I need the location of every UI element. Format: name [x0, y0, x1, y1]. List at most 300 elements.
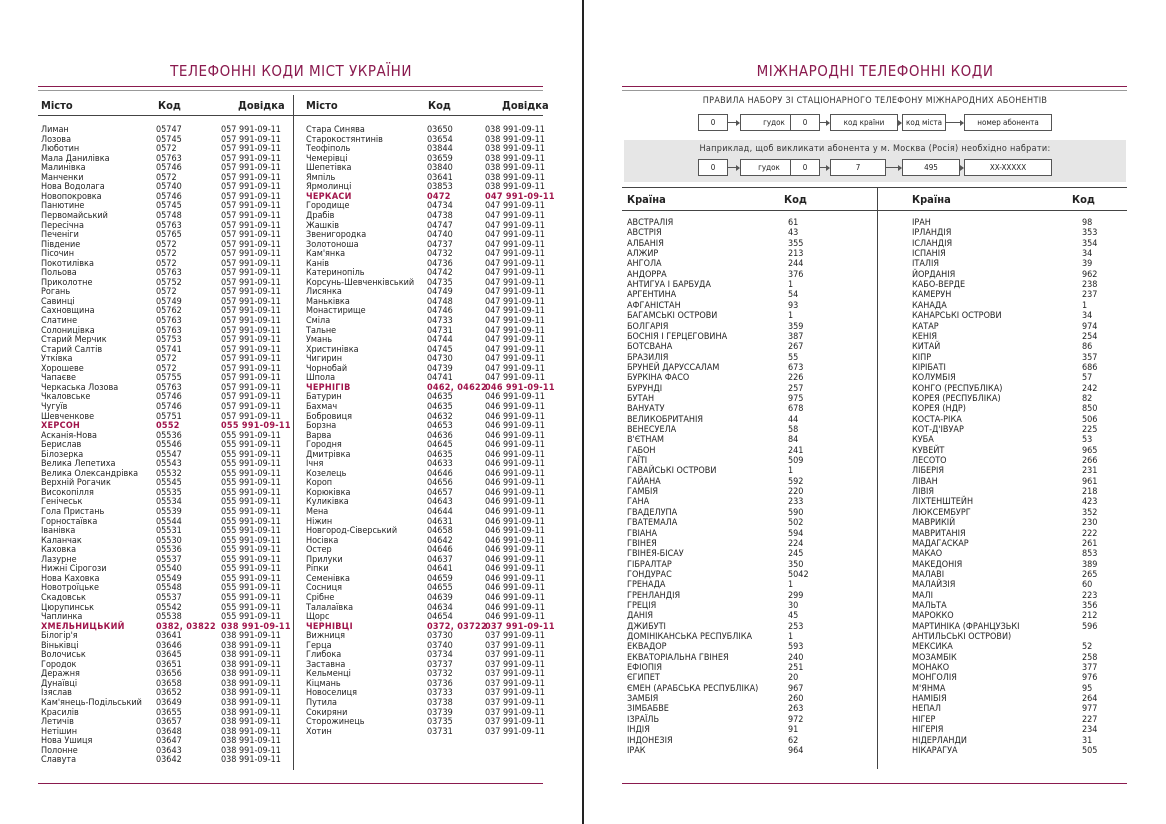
- country-name: НАМІБІЯ: [912, 694, 947, 705]
- dial-step-box: 0: [698, 114, 728, 131]
- country-code: 57: [1082, 373, 1093, 384]
- country-name: ІРЛАНДІЯ: [912, 228, 952, 239]
- city-info: 055 991-09-11: [221, 430, 281, 441]
- city-info: 046 991-09-11: [485, 392, 545, 403]
- country-name: БАГАМСЬКІ ОСТРОВИ: [627, 311, 718, 322]
- country-code: 39: [1082, 259, 1093, 270]
- city-name: Носівка: [306, 535, 339, 546]
- country-code: 686: [1082, 362, 1098, 373]
- city-info: 047 991-09-11: [485, 363, 545, 374]
- city-info: 038 991-09-11: [221, 669, 281, 680]
- country-name: В'ЄТНАМ: [627, 435, 664, 446]
- city-code: 04642: [427, 535, 453, 546]
- city-name: Білогір'я: [41, 631, 78, 642]
- city-code: 05530: [156, 535, 182, 546]
- city-info: 055 991-09-11: [221, 497, 281, 508]
- city-code: 0572: [156, 258, 177, 269]
- city-name: Драбів: [306, 210, 335, 221]
- city-name: Славута: [41, 755, 77, 766]
- country-name: ЄГИПЕТ: [627, 673, 660, 684]
- country-code: 965: [1082, 445, 1098, 456]
- country-code: 220: [788, 487, 804, 498]
- country-code: 967: [788, 683, 804, 694]
- country-name: МАЛАВІ: [912, 569, 945, 580]
- city-code: 04739: [427, 363, 453, 374]
- city-name: Куликівка: [306, 497, 349, 508]
- city-code: 05763: [156, 316, 182, 326]
- title-rule-right: [622, 86, 1127, 87]
- city-name: Шпола: [306, 373, 336, 384]
- country-code: 227: [1082, 714, 1098, 725]
- city-code: 04736: [427, 258, 453, 269]
- city-info: 046 991-09-11: [485, 526, 545, 537]
- city-name: Шепетівка: [306, 163, 352, 174]
- city-info: 037 991-09-11: [485, 621, 555, 632]
- city-info: 046 991-09-11: [485, 459, 545, 470]
- dial-step-box: 7: [830, 159, 886, 176]
- country-name: БУРКІНА ФАСО: [627, 373, 690, 384]
- country-name: ГАВАЙСЬКІ ОСТРОВИ: [627, 466, 717, 477]
- country-name: АЛЖИР: [627, 249, 659, 260]
- city-code: 03840: [427, 163, 453, 174]
- city-info: 047 991-09-11: [485, 335, 545, 346]
- city-info: 038 991-09-11: [485, 182, 545, 193]
- city-name: Борзна: [306, 421, 337, 432]
- country-code: 60: [1082, 580, 1093, 591]
- header-country-code: Код: [784, 193, 807, 206]
- dial-step-box: номер абонента: [964, 114, 1052, 131]
- city-code: 05531: [156, 526, 182, 537]
- country-code: 241: [788, 445, 804, 456]
- country-code: 1: [788, 280, 794, 291]
- city-code: 05548: [156, 583, 182, 594]
- city-info: 038 991-09-11: [485, 134, 545, 145]
- city-code: 03643: [156, 745, 182, 756]
- city-name: Варва: [306, 430, 332, 441]
- city-info: 038 991-09-11: [221, 707, 281, 718]
- city-name: Ніжин: [306, 516, 333, 527]
- country-code: 62: [788, 735, 799, 746]
- city-code: 03651: [156, 659, 182, 670]
- country-code: 972: [788, 714, 804, 725]
- country-code: 61: [788, 218, 799, 228]
- country-name: МАКЕДОНІЯ: [912, 559, 963, 570]
- country-name: ЛЕСОТО: [912, 456, 947, 467]
- city-code: 05763: [156, 153, 182, 164]
- country-code: 352: [1082, 507, 1098, 518]
- city-code: 04654: [427, 612, 453, 623]
- flow-arrow: [728, 122, 739, 123]
- country-name: МОЗАМБІК: [912, 652, 957, 663]
- country-code: 355: [788, 238, 804, 249]
- country-code: 251: [788, 663, 804, 674]
- city-name: Деражня: [41, 669, 80, 680]
- city-name: Південие: [41, 239, 81, 250]
- country-name: МАЛЬТА: [912, 600, 947, 611]
- city-name: Кельменці: [306, 669, 351, 680]
- city-info: 047 991-09-11: [485, 249, 545, 260]
- city-info: 057 991-09-11: [221, 325, 281, 336]
- country-code: 212: [1082, 611, 1098, 622]
- title-rule-thin: [38, 90, 543, 91]
- city-info: 055 991-09-11: [221, 564, 281, 575]
- city-name: Путила: [306, 698, 337, 708]
- bottom-rule-right: [622, 783, 1127, 784]
- city-info: 057 991-09-11: [221, 249, 281, 260]
- city-name: Ізяслав: [41, 688, 72, 699]
- country-name: ЛІВІЯ: [912, 487, 935, 498]
- country-code: 974: [1082, 321, 1098, 332]
- city-code: 04732: [427, 249, 453, 260]
- city-info: 038 991-09-11: [221, 698, 281, 708]
- country-name: ІНДОНЕЗІЯ: [627, 735, 673, 746]
- city-name: Ічня: [306, 459, 324, 470]
- country-code: 253: [788, 621, 804, 632]
- country-name: ГВІНЕЯ: [627, 538, 657, 549]
- city-info: 057 991-09-11: [221, 230, 281, 241]
- city-code: 04636: [427, 430, 453, 441]
- city-name: Дмитрівка: [306, 449, 351, 460]
- country-code: 1: [788, 632, 794, 642]
- flow-arrow: [886, 167, 901, 168]
- city-info: 057 991-09-11: [221, 182, 281, 193]
- city-name: Христинівка: [306, 344, 359, 355]
- city-name: Кам'янець-Подільський: [41, 698, 142, 708]
- country-code: 354: [1082, 238, 1098, 249]
- city-code: 03645: [156, 650, 182, 661]
- header-country: Країна: [627, 193, 666, 206]
- city-info: 038 991-09-11: [221, 745, 281, 756]
- country-code: 423: [1082, 497, 1098, 508]
- country-code: 93: [788, 300, 799, 311]
- country-name: ГВІНЕЯ-БІСАУ: [627, 549, 684, 560]
- city-info: 037 991-09-11: [485, 669, 545, 680]
- header-country-2: Країна: [912, 193, 951, 206]
- city-info: 057 991-09-11: [221, 163, 281, 174]
- city-info: 047 991-09-11: [485, 316, 545, 326]
- city-info: 057 991-09-11: [221, 134, 281, 145]
- city-name: Слатине: [41, 316, 78, 326]
- city-code: 05534: [156, 497, 182, 508]
- city-name: Білозерка: [41, 449, 84, 460]
- country-code: 58: [788, 425, 799, 435]
- city-info: 057 991-09-11: [221, 172, 281, 183]
- city-name: Приколотне: [41, 277, 93, 288]
- city-code: 0572: [156, 249, 177, 260]
- country-code: 853: [1082, 549, 1098, 560]
- country-name: ДОМІНІКАНСЬКА РЕСПУБЛІКА: [627, 632, 752, 642]
- country-name: БУРУНДІ: [627, 383, 663, 394]
- city-name: Каховка: [41, 545, 77, 556]
- city-info: 046 991-09-11: [485, 602, 545, 613]
- country-name: КИТАЙ: [912, 342, 941, 353]
- city-info: 037 991-09-11: [485, 650, 545, 661]
- country-name: АФГАНІСТАН: [627, 300, 681, 311]
- country-name: КОРЕЯ (НДР): [912, 404, 966, 415]
- country-name: КОСТА-РІКА: [912, 414, 962, 425]
- city-info: 046 991-09-11: [485, 507, 545, 517]
- country-name: МАВРИТАНІЯ: [912, 528, 966, 539]
- city-code: 03740: [427, 640, 453, 651]
- country-name: ІНДІЯ: [627, 725, 650, 736]
- city-code: 0472: [427, 191, 451, 202]
- country-code: 52: [1082, 642, 1093, 653]
- country-code: 213: [788, 249, 804, 260]
- country-name: ІТАЛІЯ: [912, 259, 939, 270]
- city-code: 04631: [427, 516, 453, 527]
- city-code: 05763: [156, 325, 182, 336]
- country-name: ЛІБЕРІЯ: [912, 466, 945, 477]
- city-code: 04658: [427, 526, 453, 537]
- city-info: 037 991-09-11: [485, 698, 545, 708]
- country-code: 357: [1082, 352, 1098, 363]
- country-code: 962: [1082, 269, 1098, 280]
- city-info: 057 991-09-11: [221, 277, 281, 288]
- city-info: 046 991-09-11: [485, 564, 545, 575]
- city-name: Нова Каховка: [41, 573, 100, 584]
- city-name: Цюрупинськ: [41, 602, 95, 613]
- city-code: 0572: [156, 287, 177, 298]
- city-name: Сахновщина: [41, 306, 95, 317]
- country-name: ГРЕНАДА: [627, 580, 666, 591]
- city-name: Нижні Сірогози: [41, 564, 107, 575]
- country-code: 98: [1082, 218, 1093, 228]
- country-code: 242: [1082, 383, 1098, 394]
- city-code: 03642: [156, 755, 182, 766]
- city-code: 05536: [156, 545, 182, 556]
- country-name: МАКАО: [912, 549, 943, 560]
- city-code: 04639: [427, 592, 453, 603]
- city-info: 038 991-09-11: [485, 163, 545, 174]
- flow-arrow: [946, 122, 963, 123]
- city-info: 038 991-09-11: [221, 755, 281, 766]
- country-code: 257: [788, 383, 804, 394]
- country-name: НІКАРАГУА: [912, 745, 958, 756]
- flow-arrow: [728, 167, 739, 168]
- city-code: 05749: [156, 296, 182, 307]
- city-name: Короп: [306, 478, 333, 489]
- column-separator: [293, 95, 294, 770]
- city-code: 04741: [427, 373, 453, 384]
- country-code: 86: [1082, 342, 1093, 353]
- country-code: 267: [788, 342, 804, 353]
- city-code: 04742: [427, 268, 453, 279]
- header-city-2: Місто: [306, 99, 338, 112]
- country-name: ГРЕНЛАНДІЯ: [627, 590, 681, 601]
- country-code: 238: [1082, 280, 1098, 291]
- country-name: ІСЛАНДІЯ: [912, 238, 953, 249]
- country-name: АРГЕНТИНА: [627, 290, 677, 301]
- country-name: БРАЗИЛІЯ: [627, 352, 669, 363]
- country-code: 218: [1082, 487, 1098, 498]
- city-name: Солоницівка: [41, 325, 95, 336]
- city-code: 05549: [156, 573, 182, 584]
- city-info: 038 991-09-11: [221, 688, 281, 699]
- city-name: Летичів: [41, 717, 74, 728]
- country-code: 593: [788, 642, 804, 653]
- country-code: 31: [1082, 735, 1093, 746]
- city-code: 04733: [427, 316, 453, 326]
- city-code: 04655: [427, 583, 453, 594]
- country-name: ІСПАНІЯ: [912, 249, 946, 260]
- city-info: 055 991-09-11: [221, 612, 281, 623]
- city-info: 038 991-09-11: [221, 640, 281, 651]
- city-name: Велика Лепетиха: [41, 459, 116, 470]
- city-code: 04740: [427, 230, 453, 241]
- country-name: ЕКВАДОР: [627, 642, 667, 653]
- country-name: ГАБОН: [627, 445, 656, 456]
- city-code: 05540: [156, 564, 182, 575]
- country-code: 596: [1082, 621, 1098, 632]
- city-name: Старий Мерчик: [41, 335, 107, 346]
- city-name: Старокостянтинів: [306, 134, 383, 145]
- city-name: Старий Салтів: [41, 344, 103, 355]
- header-country-code-2: Код: [1072, 193, 1095, 206]
- title-rule-thin-right: [622, 90, 1127, 91]
- city-name: Велика Олександрівка: [41, 468, 139, 479]
- country-code: 261: [1082, 538, 1098, 549]
- city-code: 05536: [156, 430, 182, 441]
- city-info: 038 991-09-11: [221, 621, 291, 632]
- country-code: 1: [788, 311, 794, 322]
- header-city: Місто: [41, 99, 73, 112]
- page-title: ТЕЛЕФОННІ КОДИ МІСТ УКРАЇНИ: [170, 62, 412, 80]
- country-name: КОНГО (РЕСПУБЛІКА): [912, 383, 1003, 394]
- city-code: 05748: [156, 210, 182, 221]
- country-code: 673: [788, 362, 804, 373]
- city-info: 055 991-09-11: [221, 440, 281, 451]
- city-code: 03734: [427, 650, 453, 661]
- city-info: 046 991-09-11: [485, 583, 545, 594]
- city-name: Шевченкове: [41, 411, 95, 422]
- country-code: 82: [1082, 393, 1093, 404]
- city-info: 047 991-09-11: [485, 277, 545, 288]
- city-info: 038 991-09-11: [485, 144, 545, 155]
- country-name: ВЕЛИКОБРИТАНІЯ: [627, 414, 704, 425]
- country-name: КІПР: [912, 352, 932, 363]
- flow-arrow: [898, 122, 901, 123]
- city-code: 0572: [156, 363, 177, 374]
- country-name: АНТИГУА І БАРБУДА: [627, 280, 711, 291]
- country-code: 45: [788, 611, 799, 622]
- city-name: Покотилівка: [41, 258, 94, 269]
- city-name: Стара Синява: [306, 125, 365, 135]
- country-code: 5042: [788, 569, 809, 580]
- country-name: БОЛГАРІЯ: [627, 321, 669, 332]
- country-code: 502: [788, 518, 804, 529]
- city-info: 037 991-09-11: [485, 678, 545, 689]
- city-name: Мена: [306, 507, 329, 517]
- country-name: АНДОРРА: [627, 269, 667, 280]
- city-name: Чапаєве: [41, 373, 76, 384]
- city-code: 04635: [427, 392, 453, 403]
- city-code: 03648: [156, 726, 182, 737]
- city-name: Золотоноша: [306, 239, 359, 250]
- city-info: 055 991-09-11: [221, 459, 281, 470]
- city-name: Полонне: [41, 745, 78, 756]
- city-code: 0572: [156, 172, 177, 183]
- city-name: Козелець: [306, 468, 347, 479]
- title-rule: [38, 86, 543, 87]
- city-info: 055 991-09-11: [221, 592, 281, 603]
- country-name: АНГОЛА: [627, 259, 662, 270]
- country-name: ЗАМБІЯ: [627, 694, 659, 705]
- city-name: Остер: [306, 545, 332, 556]
- country-name: ДАНІЯ: [627, 611, 653, 622]
- city-info: 057 991-09-11: [221, 411, 281, 422]
- country-code: 350: [788, 559, 804, 570]
- city-name: Щорс: [306, 612, 330, 623]
- country-name: НІГЕРІЯ: [912, 725, 944, 736]
- city-info: 055 991-09-11: [221, 487, 281, 498]
- city-info: 046 991-09-11: [485, 554, 545, 565]
- country-code: 590: [788, 507, 804, 518]
- dial-step-box: код країни: [830, 114, 898, 131]
- city-code: 04633: [427, 459, 453, 470]
- city-name: Заставна: [306, 659, 346, 670]
- city-name: ЧЕРКАСИ: [306, 191, 352, 202]
- country-name: ЕКВАТОРІАЛЬНА ГВІНЕЯ: [627, 652, 729, 663]
- country-name: ІЗРАЇЛЬ: [627, 714, 660, 725]
- country-code: 509: [788, 456, 804, 467]
- city-name: Новотроїцьке: [41, 583, 99, 594]
- city-name: Пісочин: [41, 249, 75, 260]
- city-code: 03652: [156, 688, 182, 699]
- city-info: 055 991-09-11: [221, 583, 281, 594]
- city-info: 057 991-09-11: [221, 210, 281, 221]
- city-name: Лозова: [41, 134, 72, 145]
- city-info: 046 991-09-11: [485, 592, 545, 603]
- country-name: АНТИЛЬСЬКІ ОСТРОВИ): [912, 632, 1012, 642]
- city-info: 055 991-09-11: [221, 449, 281, 460]
- city-name: Пересічна: [41, 220, 84, 231]
- city-code: 03733: [427, 688, 453, 699]
- city-info: 037 991-09-11: [485, 631, 545, 642]
- city-code: 05765: [156, 230, 182, 241]
- city-name: Рогань: [41, 287, 71, 298]
- city-info: 047 991-09-11: [485, 230, 545, 241]
- city-info: 055 991-09-11: [221, 468, 281, 479]
- city-name: Батурин: [306, 392, 342, 403]
- country-code: 91: [788, 725, 799, 736]
- country-name: ГОНДУРАС: [627, 569, 672, 580]
- left-page: [0, 0, 582, 824]
- city-code: 04641: [427, 564, 453, 575]
- header-rule: [38, 115, 543, 116]
- city-name: Ріпки: [306, 564, 329, 575]
- country-code: 299: [788, 590, 804, 601]
- country-code: 231: [1082, 466, 1098, 477]
- city-code: 04735: [427, 277, 453, 288]
- city-info: 047 991-09-11: [485, 191, 555, 202]
- country-code: 34: [1082, 311, 1093, 322]
- city-info: 037 991-09-11: [485, 640, 545, 651]
- city-code: 03650: [427, 125, 453, 135]
- city-name: Новгород-Сіверський: [306, 526, 398, 537]
- country-code: 254: [1082, 331, 1098, 342]
- city-info: 046 991-09-11: [485, 487, 545, 498]
- country-code: 1: [1082, 300, 1088, 311]
- city-code: 03853: [427, 182, 453, 193]
- city-code: 05763: [156, 220, 182, 231]
- city-info: 046 991-09-11: [485, 535, 545, 546]
- country-name: КЕНІЯ: [912, 331, 937, 342]
- country-name: КАМЕРУН: [912, 290, 952, 301]
- city-name: ХЕРСОН: [41, 421, 81, 432]
- city-code: 0572: [156, 354, 177, 365]
- city-code: 03654: [427, 134, 453, 145]
- country-name: ЙОРДАНІЯ: [912, 269, 956, 280]
